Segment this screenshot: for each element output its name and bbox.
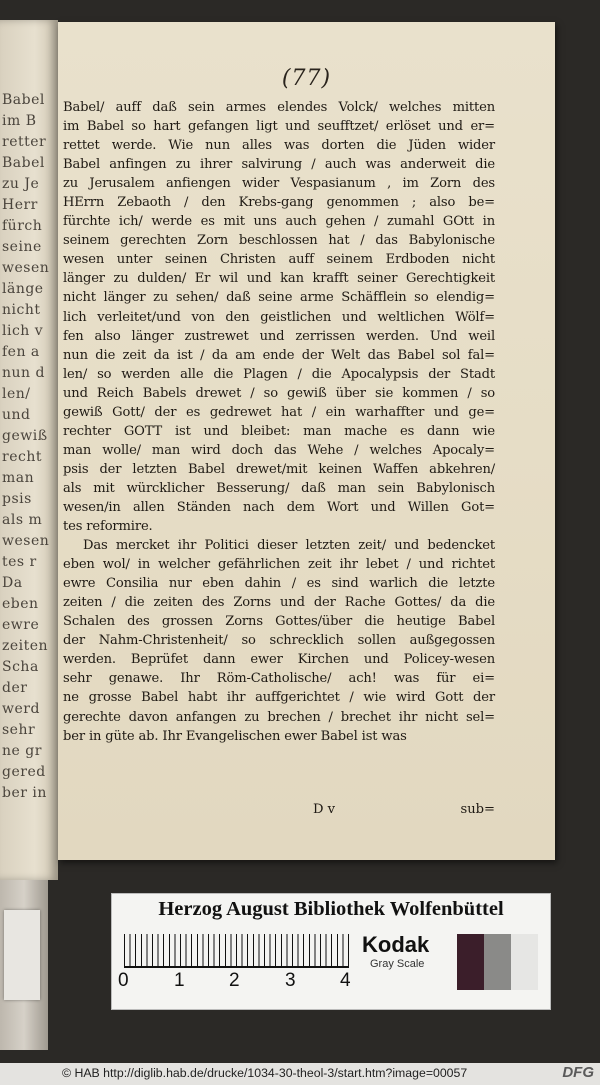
bleed-line: der — [2, 680, 28, 696]
bleed-line: Babel — [2, 155, 45, 171]
bleed-line: ber in — [2, 785, 47, 801]
gray-patch — [457, 934, 484, 990]
text-line: ne grosse Babel habt ihr auffgerichtet / wie wird Gott der — [63, 690, 495, 706]
ruler-number: 2 — [229, 970, 240, 991]
text-line: im Babel so hart gefangen ligt und seufftzet/ erlöset und er= — [63, 119, 495, 135]
text-line: sehr genawe. Ihr Röm-Catholische/ ach! was für ei= — [63, 671, 495, 687]
bleed-line: man — [2, 470, 35, 486]
bleed-line: länge — [2, 281, 44, 297]
page-edge — [0, 880, 48, 1050]
adjacent-page-text — [2, 90, 58, 804]
institution-name: Herzog August Bibliothek Wolfenbüttel — [158, 898, 504, 920]
text-line: zeiten / die zeiten des Zorns und der Rache Gottes/ da die — [63, 595, 495, 611]
paper-tab — [4, 910, 40, 1000]
bleed-line: lich v — [2, 323, 44, 339]
text-line: HErrn Zebaoth / den Krebs-gang genommen ; also be= — [63, 195, 495, 211]
signature-mark: D v — [313, 802, 336, 817]
bleed-line: psis — [2, 491, 32, 507]
bleed-line: nun d — [2, 365, 45, 381]
text-line: und Reich Babels drewet / so gewiß über sie kommen / so — [63, 385, 495, 401]
bleed-line: wesen — [2, 260, 50, 276]
text-line: fen also länger zustrewet und zerrissen werden. Und weil — [63, 328, 495, 344]
ruler-number: 3 — [285, 970, 296, 991]
bleed-line: seine — [2, 239, 42, 255]
text-line: fürchte ich/ werde es mit uns auch gehen / zumahl GOtt in — [63, 214, 495, 230]
book-page — [58, 22, 555, 860]
bleed-line: wesen — [2, 533, 50, 549]
bleed-line: fen a — [2, 344, 40, 360]
dfg-logo: DFG — [562, 1064, 594, 1081]
text-line: werden. Beprüfet dann ewer Kirchen und Policey-wesen — [63, 652, 495, 668]
scale-ruler — [124, 934, 349, 968]
bleed-line: im B — [2, 113, 37, 129]
bleed-line: Da — [2, 575, 23, 591]
bleed-line: als m — [2, 512, 43, 528]
text-line: seinem gerechten Zorn beschlossen hat / das Babylonische — [63, 233, 495, 249]
text-line: wesen unter seinen Christen auff seinem Erdboden nicht — [63, 252, 495, 268]
text-line: eben wol/ in welcher gefährlichen zeit ihr lebet / und richtet — [63, 557, 495, 573]
color-target — [111, 893, 551, 1010]
text-line: tes reformire. — [63, 519, 153, 535]
page-footer — [63, 802, 495, 822]
bleed-line: retter — [2, 134, 47, 150]
text-line: Schalen des grossen Zorns Gottes/über die heutige Babel — [63, 614, 495, 630]
source-url[interactable]: © HAB http://diglib.hab.de/drucke/1034-30-theol-3/start.htm?image=00057 — [62, 1066, 468, 1080]
text-line: Das mercket ihr Politici dieser letzten zeit/ und bedencket — [83, 538, 495, 554]
text-line: gerechte davon anfangen zu brechen / brechet ihr nicht sel= — [63, 709, 495, 725]
text-line: man wolle/ man wird doch das Wehe / welches Apocaly= — [63, 442, 495, 458]
gray-patch — [484, 934, 511, 990]
text-line: len/ so werden alle die Plagen / die Apocalypsis der Stadt — [63, 366, 495, 382]
text-line: als mit würcklicher Besserung/ daß man sein Babylonisch — [63, 480, 495, 496]
text-line: wesen/in allen Ständen nach dem Wort und Willen Got= — [63, 499, 495, 515]
bleed-line: ne gr — [2, 743, 42, 759]
bleed-line: Herr — [2, 197, 38, 213]
text-line: ewre Consilia nur eben dahin / es sind warlich die letzte — [63, 576, 495, 592]
text-line: Babel/ auff daß sein armes elendes Volck/ welches mitten — [63, 100, 495, 115]
bleed-line: und — [2, 407, 31, 423]
bleed-line: eben — [2, 596, 39, 612]
bleed-line: Babel — [2, 92, 45, 108]
bleed-line: nicht — [2, 302, 41, 318]
text-line: zu Jerusalem anfiengen wider Vespasianum , im Zorn des — [63, 176, 495, 192]
bleed-line: recht — [2, 449, 42, 465]
bleed-line: sehr — [2, 722, 36, 738]
text-line: Babel anfingen zu ihrer salvirung / auch was anderweit die — [63, 157, 495, 173]
brand-logo: Kodak — [362, 932, 430, 957]
text-line: gewiß Gott/ der es gedrewet hat / ein warhaffter und ge= — [63, 404, 495, 420]
bleed-line: zu Je — [2, 176, 40, 192]
text-line: der Nahm-Christenheit/ so schrecklich sollen außgegossen — [63, 633, 495, 649]
gray-scale-label: Gray Scale — [370, 958, 425, 970]
ruler-number: 4 — [340, 970, 351, 991]
text-line: psis der letzten Babel drewet/mit keinen Waffen abkehren/ — [63, 461, 495, 477]
ruler-number: 0 — [118, 970, 129, 991]
body-text — [63, 98, 495, 746]
bleed-line: len/ — [2, 386, 31, 402]
bleed-line: gewiß — [2, 428, 48, 444]
source-footer — [0, 1063, 600, 1085]
ruler-number: 1 — [174, 970, 185, 991]
text-line: rechter GOTT ist und bleibet: man mache es dann wie — [63, 423, 495, 439]
text-line: lich verleitet/und von den geistlichen und weltlichen Wölf= — [63, 309, 495, 325]
text-line: nun die zeit da ist / da am ende der Welt das Babel sol fal= — [63, 347, 495, 363]
text-line: rettet werde. Wie nun alles was dorten die Jüden wider — [63, 138, 495, 154]
adjacent-page-strip — [0, 20, 58, 880]
page-number: (77) — [281, 66, 332, 91]
bleed-line: tes r — [2, 554, 37, 570]
catchword: sub= — [460, 802, 495, 817]
bleed-line: Scha — [2, 659, 39, 675]
text-line: nicht länger zu sehen/ daß seine arme Schäfflein so elendig= — [63, 290, 495, 306]
bleed-line: zeiten — [2, 638, 49, 654]
bleed-line: gered — [2, 764, 46, 780]
text-line: ber in güte ab. Ihr Evangelischen ewer Babel ist was — [63, 728, 407, 744]
text-line: länger zu dulden/ Er wil und kan krafft seiner Gerechtigkeit — [63, 271, 495, 287]
bleed-line: ewre — [2, 617, 40, 633]
bleed-line: werd — [2, 701, 40, 717]
gray-patch — [511, 934, 538, 990]
bleed-line: fürch — [2, 218, 43, 234]
